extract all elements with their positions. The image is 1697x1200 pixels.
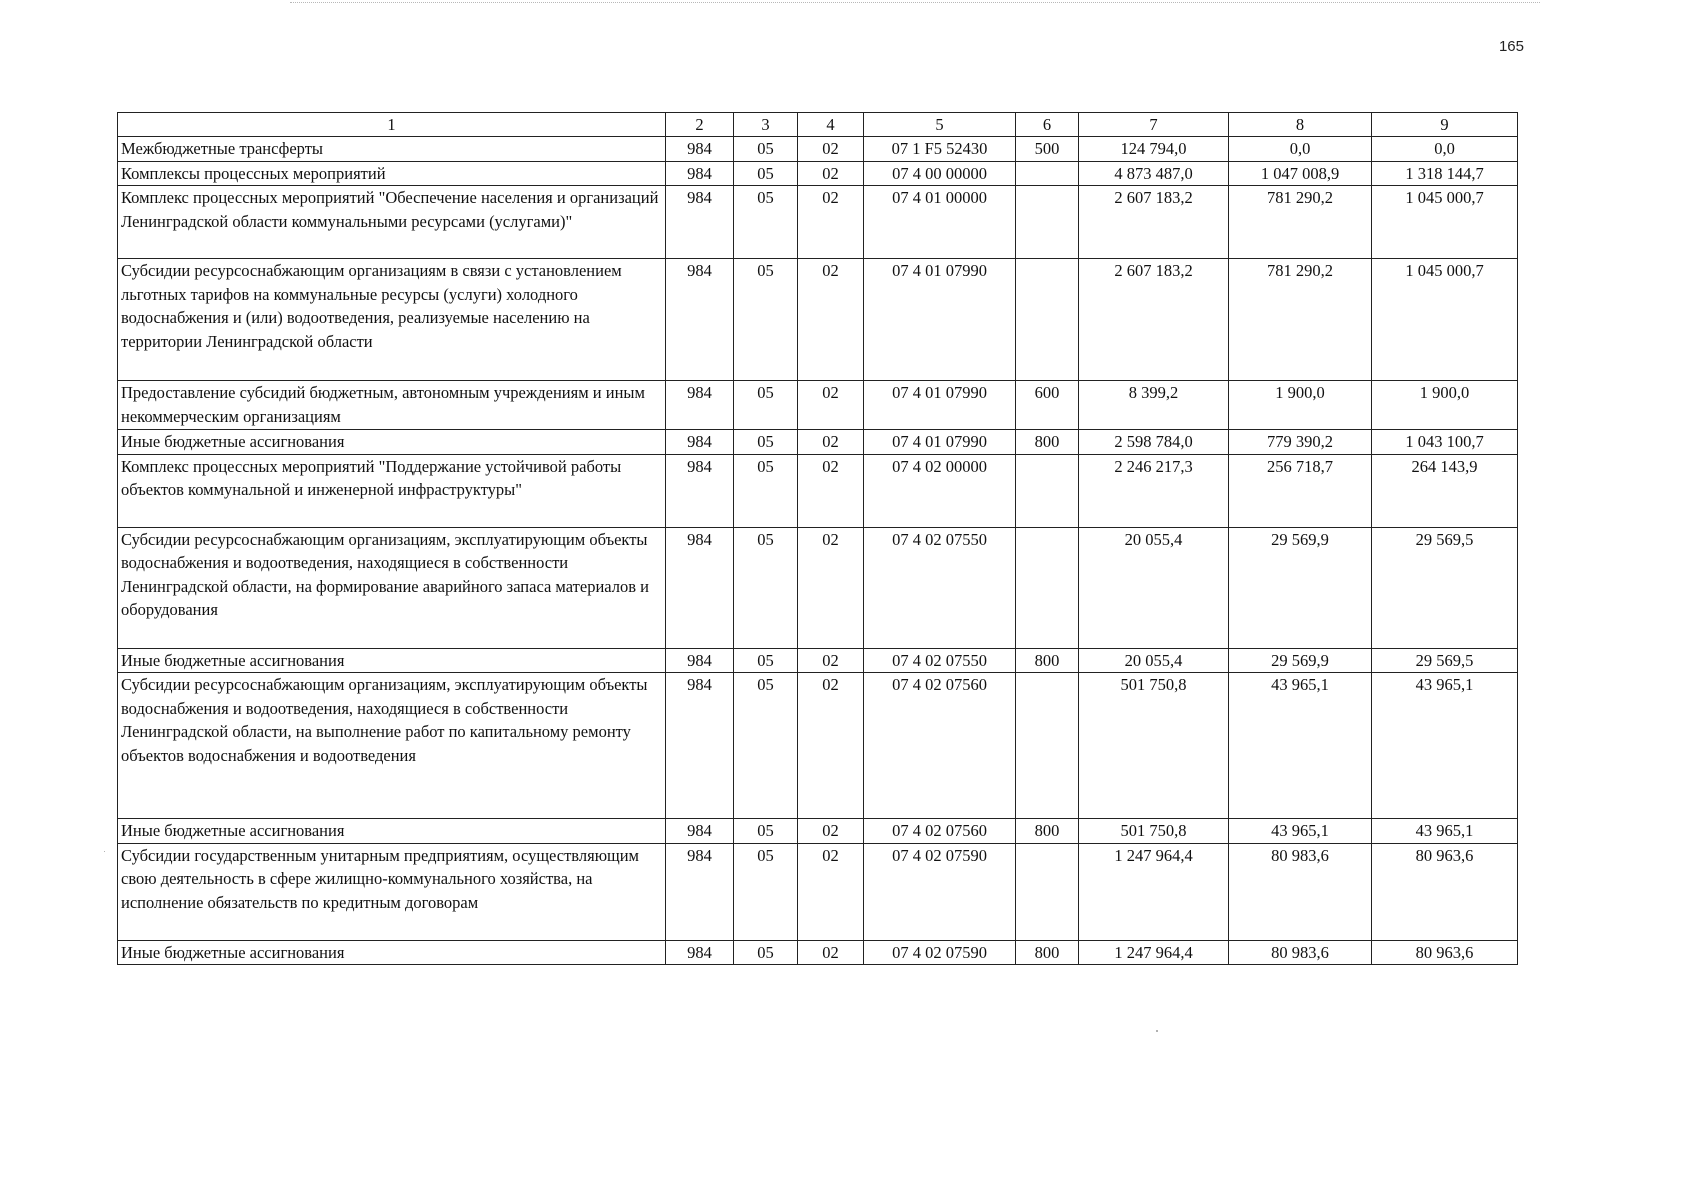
cell-col8: 1 047 008,9 (1229, 161, 1372, 186)
cell-col7: 2 598 784,0 (1079, 430, 1229, 455)
cell-col2: 984 (666, 430, 734, 455)
cell-col9: 1 900,0 (1372, 381, 1518, 430)
cell-col3: 05 (734, 454, 798, 527)
cell-col8: 0,0 (1229, 137, 1372, 162)
cell-col8: 29 569,9 (1229, 648, 1372, 673)
cell-col7: 8 399,2 (1079, 381, 1229, 430)
column-header: 3 (734, 113, 798, 137)
cell-col4: 02 (798, 527, 864, 648)
cell-col5: 07 4 01 07990 (864, 259, 1016, 381)
cell-col8: 80 983,6 (1229, 940, 1372, 965)
cell-col5: 07 4 01 07990 (864, 381, 1016, 430)
cell-col7: 1 247 964,4 (1079, 843, 1229, 940)
cell-col4: 02 (798, 186, 864, 259)
cell-col5: 07 4 02 00000 (864, 454, 1016, 527)
cell-col6 (1016, 527, 1079, 648)
row-name: Иные бюджетные ассигнования (118, 819, 666, 844)
cell-col3: 05 (734, 527, 798, 648)
cell-col7: 20 055,4 (1079, 527, 1229, 648)
cell-col2: 984 (666, 843, 734, 940)
row-name: Комплексы процессных мероприятий (118, 161, 666, 186)
cell-col9: 1 045 000,7 (1372, 186, 1518, 259)
row-name: Комплекс процессных мероприятий "Обеспечение населения и организаций Ленинградской области коммунальными ресурсами (услугами)" (118, 186, 666, 259)
cell-col6 (1016, 843, 1079, 940)
cell-col9: 80 963,6 (1372, 940, 1518, 965)
cell-col3: 05 (734, 430, 798, 455)
table-row (118, 259, 1518, 381)
cell-col3: 05 (734, 673, 798, 819)
cell-col5: 07 4 02 07590 (864, 940, 1016, 965)
table-row (118, 843, 1518, 940)
cell-col9: 0,0 (1372, 137, 1518, 162)
table-row (118, 430, 1518, 455)
cell-col7: 20 055,4 (1079, 648, 1229, 673)
cell-col7: 4 873 487,0 (1079, 161, 1229, 186)
cell-col4: 02 (798, 648, 864, 673)
table-header-row (118, 113, 1518, 137)
scan-speck (1156, 1030, 1158, 1032)
cell-col6: 600 (1016, 381, 1079, 430)
table-row (118, 137, 1518, 162)
cell-col8: 43 965,1 (1229, 819, 1372, 844)
row-name: Иные бюджетные ассигнования (118, 430, 666, 455)
cell-col5: 07 4 02 07560 (864, 819, 1016, 844)
cell-col2: 984 (666, 259, 734, 381)
cell-col6 (1016, 259, 1079, 381)
row-name: Иные бюджетные ассигнования (118, 648, 666, 673)
cell-col3: 05 (734, 648, 798, 673)
row-name: Субсидии ресурсоснабжающим организациям в связи с установлением льготных тарифов на коммунальные ресурсы (услуги) холодного водоснабжения и (или) водоотведения, реализуемые населению на территории Ленинградской области (118, 259, 666, 381)
cell-col6: 800 (1016, 648, 1079, 673)
cell-col2: 984 (666, 819, 734, 844)
cell-col8: 29 569,9 (1229, 527, 1372, 648)
table-row (118, 527, 1518, 648)
column-header: 1 (118, 113, 666, 137)
cell-col3: 05 (734, 940, 798, 965)
cell-col7: 501 750,8 (1079, 819, 1229, 844)
cell-col4: 02 (798, 259, 864, 381)
cell-col3: 05 (734, 381, 798, 430)
table-body (118, 113, 1518, 965)
column-header: 6 (1016, 113, 1079, 137)
row-name: Иные бюджетные ассигнования (118, 940, 666, 965)
cell-col9: 29 569,5 (1372, 527, 1518, 648)
cell-col3: 05 (734, 819, 798, 844)
column-header: 7 (1079, 113, 1229, 137)
cell-col8: 80 983,6 (1229, 843, 1372, 940)
table-row (118, 454, 1518, 527)
page-number: 165 (1498, 38, 1524, 55)
table-row (118, 381, 1518, 430)
cell-col7: 501 750,8 (1079, 673, 1229, 819)
cell-col4: 02 (798, 161, 864, 186)
cell-col3: 05 (734, 137, 798, 162)
column-header: 2 (666, 113, 734, 137)
cell-col9: 43 965,1 (1372, 819, 1518, 844)
cell-col3: 05 (734, 186, 798, 259)
cell-col2: 984 (666, 648, 734, 673)
cell-col9: 1 043 100,7 (1372, 430, 1518, 455)
row-name: Субсидии ресурсоснабжающим организациям, эксплуатирующим объекты водоснабжения и водоотведения, находящиеся в собственности Ленинградской области, на формирование аварийного запаса материалов и оборудования (118, 527, 666, 648)
cell-col7: 2 607 183,2 (1079, 259, 1229, 381)
cell-col3: 05 (734, 843, 798, 940)
cell-col4: 02 (798, 454, 864, 527)
scan-speck (104, 851, 105, 852)
cell-col2: 984 (666, 137, 734, 162)
cell-col9: 264 143,9 (1372, 454, 1518, 527)
cell-col5: 07 1 F5 52430 (864, 137, 1016, 162)
cell-col2: 984 (666, 527, 734, 648)
cell-col6: 800 (1016, 819, 1079, 844)
cell-col6: 500 (1016, 137, 1079, 162)
cell-col4: 02 (798, 819, 864, 844)
cell-col4: 02 (798, 381, 864, 430)
cell-col6 (1016, 161, 1079, 186)
cell-col4: 02 (798, 430, 864, 455)
table-row (118, 819, 1518, 844)
cell-col7: 124 794,0 (1079, 137, 1229, 162)
cell-col5: 07 4 02 07550 (864, 527, 1016, 648)
cell-col8: 1 900,0 (1229, 381, 1372, 430)
cell-col5: 07 4 02 07550 (864, 648, 1016, 673)
cell-col2: 984 (666, 673, 734, 819)
cell-col8: 779 390,2 (1229, 430, 1372, 455)
cell-col7: 2 246 217,3 (1079, 454, 1229, 527)
column-header: 4 (798, 113, 864, 137)
table-row (118, 161, 1518, 186)
cell-col6: 800 (1016, 430, 1079, 455)
table-row (118, 940, 1518, 965)
cell-col5: 07 4 00 00000 (864, 161, 1016, 186)
row-name: Предоставление субсидий бюджетным, автономным учреждениям и иным некоммерческим организациям (118, 381, 666, 430)
cell-col7: 2 607 183,2 (1079, 186, 1229, 259)
cell-col2: 984 (666, 186, 734, 259)
table-row (118, 648, 1518, 673)
cell-col8: 256 718,7 (1229, 454, 1372, 527)
cell-col2: 984 (666, 454, 734, 527)
cell-col5: 07 4 01 00000 (864, 186, 1016, 259)
cell-col6 (1016, 454, 1079, 527)
row-name: Межбюджетные трансферты (118, 137, 666, 162)
cell-col6 (1016, 186, 1079, 259)
cell-col4: 02 (798, 137, 864, 162)
cell-col6: 800 (1016, 940, 1079, 965)
cell-col8: 43 965,1 (1229, 673, 1372, 819)
table-row (118, 673, 1518, 819)
cell-col2: 984 (666, 940, 734, 965)
column-header: 8 (1229, 113, 1372, 137)
cell-col5: 07 4 02 07560 (864, 673, 1016, 819)
cell-col3: 05 (734, 161, 798, 186)
cell-col2: 984 (666, 161, 734, 186)
column-header: 9 (1372, 113, 1518, 137)
cell-col2: 984 (666, 381, 734, 430)
cell-col4: 02 (798, 940, 864, 965)
cell-col9: 1 045 000,7 (1372, 259, 1518, 381)
cell-col5: 07 4 02 07590 (864, 843, 1016, 940)
cell-col6 (1016, 673, 1079, 819)
row-name: Комплекс процессных мероприятий "Поддержание устойчивой работы объектов коммунальной и инженерной инфраструктуры" (118, 454, 666, 527)
row-name: Субсидии ресурсоснабжающим организациям, эксплуатирующим объекты водоснабжения и водоотведения, находящиеся в собственности Ленинградской области, на выполнение работ по капитальному ремонту объектов водоснабжения и водоотведения (118, 673, 666, 819)
cell-col3: 05 (734, 259, 798, 381)
budget-table (117, 112, 1518, 965)
cell-col5: 07 4 01 07990 (864, 430, 1016, 455)
cell-col8: 781 290,2 (1229, 259, 1372, 381)
cell-col9: 29 569,5 (1372, 648, 1518, 673)
row-name: Субсидии государственным унитарным предприятиям, осуществляющим свою деятельность в сфере жилищно-коммунального хозяйства, на исполнение обязательств по кредитным договорам (118, 843, 666, 940)
column-header: 5 (864, 113, 1016, 137)
table-row (118, 186, 1518, 259)
scan-edge-line (290, 2, 1540, 4)
cell-col4: 02 (798, 673, 864, 819)
cell-col7: 1 247 964,4 (1079, 940, 1229, 965)
cell-col9: 1 318 144,7 (1372, 161, 1518, 186)
cell-col8: 781 290,2 (1229, 186, 1372, 259)
cell-col4: 02 (798, 843, 864, 940)
cell-col9: 80 963,6 (1372, 843, 1518, 940)
cell-col9: 43 965,1 (1372, 673, 1518, 819)
